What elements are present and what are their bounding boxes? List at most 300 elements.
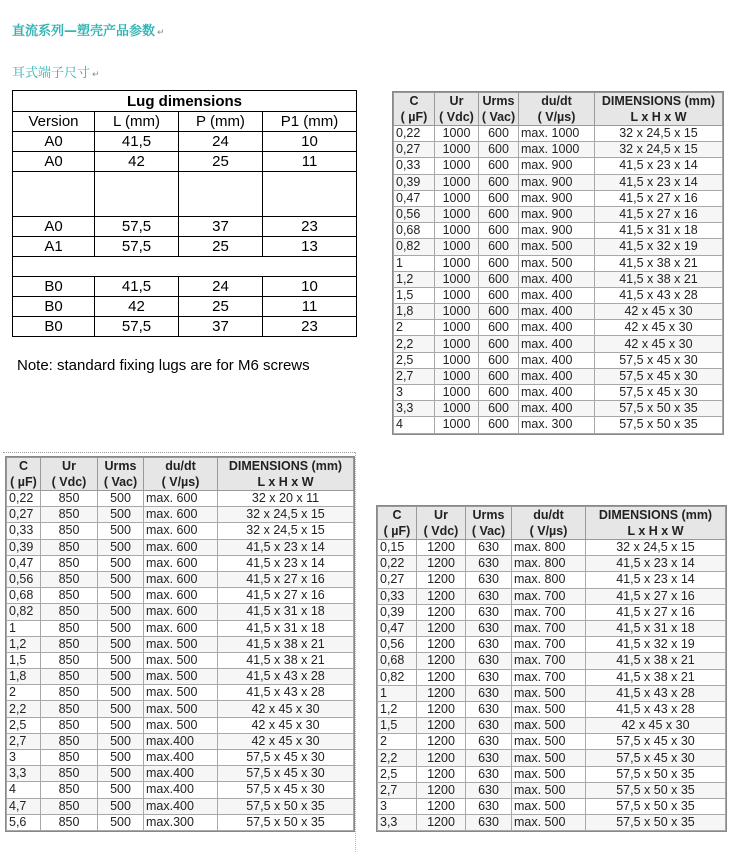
table-cell: 10 (263, 277, 357, 297)
table-cell: 3,3 (394, 401, 435, 417)
table-cell: 1200 (417, 653, 466, 669)
column-header-dudt (144, 458, 218, 491)
table-cell: 850 (41, 798, 98, 814)
table-cell: 1000 (435, 142, 479, 158)
table-cell: 1000 (435, 287, 479, 303)
table-cell: 42 x 45 x 30 (595, 320, 723, 336)
table-row (13, 277, 357, 297)
column-header-urms (98, 458, 144, 491)
table-row (378, 604, 726, 620)
table-row (378, 734, 726, 750)
table-cell: 32 x 24,5 x 15 (595, 126, 723, 142)
table-cell: max. 500 (512, 685, 586, 701)
table-row (7, 555, 354, 571)
table-cell: 42 (95, 297, 179, 317)
column-header-unit: ( Vac) (471, 524, 506, 538)
table-cell: 1000 (435, 206, 479, 222)
table-cell: max. 500 (512, 766, 586, 782)
column-header-ur (41, 458, 98, 491)
table-cell: 850 (41, 685, 98, 701)
table-cell: 630 (466, 669, 512, 685)
lug-dimensions-table (12, 90, 356, 337)
table-cell: 23 (263, 217, 357, 237)
lug-table-caption: Lug dimensions (13, 91, 357, 112)
table-cell: 57,5 (95, 237, 179, 257)
table-row (394, 142, 723, 158)
table-row-empty (13, 172, 357, 217)
table-row-empty (13, 257, 357, 277)
table-cell: max. 400 (519, 368, 595, 384)
column-header-unit: ( Vdc) (423, 524, 459, 538)
table-cell: 13 (263, 237, 357, 257)
paragraph-mark-icon: ↵ (157, 28, 165, 38)
table-cell: 42 x 45 x 30 (218, 717, 354, 733)
table-cell: 57,5 x 45 x 30 (586, 750, 726, 766)
table-cell: max. 900 (519, 206, 595, 222)
table-cell: 850 (41, 523, 98, 539)
table-cell: 57,5 x 45 x 30 (218, 782, 354, 798)
table-cell: max. 400 (519, 271, 595, 287)
table-cell: 0,47 (378, 620, 417, 636)
column-header-unit: ( V/µs) (537, 110, 576, 124)
table-row (13, 237, 357, 257)
table-cell: 4 (394, 417, 435, 433)
column-header-dudt (519, 93, 595, 126)
table-cell: 57,5 x 50 x 35 (586, 815, 726, 831)
lug-header-p1: P1 (mm) (263, 112, 357, 132)
column-header-dim (586, 507, 726, 540)
table-cell: 600 (479, 158, 519, 174)
table-cell: 32 x 20 x 11 (218, 491, 354, 507)
table-cell: max. 600 (144, 620, 218, 636)
table-cell: 600 (479, 385, 519, 401)
table-cell: 500 (98, 652, 144, 668)
table-cell: 3 (7, 750, 41, 766)
table-cell: 10 (263, 132, 357, 152)
table-row (394, 368, 723, 384)
table-cell: 41,5 x 43 x 28 (586, 701, 726, 717)
table-cell: 850 (41, 588, 98, 604)
table-cell: 41,5 x 43 x 28 (586, 685, 726, 701)
table-cell: 57,5 x 45 x 30 (595, 368, 723, 384)
table-cell: 600 (479, 320, 519, 336)
table-row (13, 132, 357, 152)
table-cell: max. 800 (512, 556, 586, 572)
table-cell: 0,27 (378, 572, 417, 588)
table-row (378, 766, 726, 782)
table-cell: max. 300 (519, 417, 595, 433)
table-cell: 850 (41, 491, 98, 507)
table-cell: 0,68 (378, 653, 417, 669)
table-cell: 11 (263, 152, 357, 172)
table-cell: 2 (378, 734, 417, 750)
column-header-line: Urms (104, 459, 137, 473)
table-row (13, 217, 357, 237)
table-row (394, 287, 723, 303)
table-cell: 1200 (417, 718, 466, 734)
table-cell: 25 (179, 297, 263, 317)
table-cell: 1200 (417, 540, 466, 556)
table-cell: max. 500 (512, 799, 586, 815)
table-cell: 600 (479, 271, 519, 287)
table-cell: max. 700 (512, 588, 586, 604)
table-cell: max. 1000 (519, 126, 595, 142)
column-header-line: du/dt (165, 459, 196, 473)
table-cell: 1000 (435, 271, 479, 287)
table-cell: 41,5 x 27 x 16 (586, 604, 726, 620)
table-cell: 600 (479, 304, 519, 320)
table-cell: 42 x 45 x 30 (595, 304, 723, 320)
table-cell: 850 (41, 669, 98, 685)
table-cell: 850 (41, 733, 98, 749)
table-cell: max. 600 (144, 539, 218, 555)
table-cell: 57,5 (95, 217, 179, 237)
column-header-unit: L x H x W (630, 110, 687, 124)
table-cell: 1000 (435, 126, 479, 142)
table-row (394, 320, 723, 336)
table-cell: max.400 (144, 782, 218, 798)
table-cell: 41,5 x 31 x 18 (218, 620, 354, 636)
table-cell: max. 600 (144, 523, 218, 539)
table-cell: 630 (466, 540, 512, 556)
table-cell: 1200 (417, 685, 466, 701)
table-cell: max. 800 (512, 572, 586, 588)
column-header-unit: ( µF) (383, 524, 411, 538)
column-header-unit: ( Vdc) (51, 475, 87, 489)
table-cell: 500 (98, 620, 144, 636)
table-cell: 41,5 x 31 x 18 (595, 223, 723, 239)
table-cell: 1200 (417, 750, 466, 766)
table-cell: 41,5 x 38 x 21 (586, 669, 726, 685)
table-cell: A1 (13, 237, 95, 257)
column-header-unit: ( Vac) (481, 110, 516, 124)
table-row (394, 417, 723, 433)
table-cell: 0,27 (394, 142, 435, 158)
table-row (394, 223, 723, 239)
table-cell: 600 (479, 401, 519, 417)
table-cell: max. 500 (519, 239, 595, 255)
table-cell: 5,6 (7, 814, 41, 830)
table-cell: 500 (98, 507, 144, 523)
table-cell: 41,5 x 38 x 21 (595, 271, 723, 287)
table-row (378, 782, 726, 798)
table-cell: max. 600 (144, 571, 218, 587)
table-cell: 0,22 (378, 556, 417, 572)
table-cell: B0 (13, 297, 95, 317)
table-row (7, 523, 354, 539)
column-header-urms (466, 507, 512, 540)
column-header-line: DIMENSIONS (mm) (601, 94, 716, 108)
table-cell: 41,5 x 43 x 28 (218, 685, 354, 701)
column-header-dim (595, 93, 723, 126)
table-cell: max. 600 (144, 555, 218, 571)
table-cell: 25 (179, 152, 263, 172)
table-cell: max. 400 (519, 304, 595, 320)
table-cell: 57,5 x 50 x 35 (586, 782, 726, 798)
table-row (394, 271, 723, 287)
table-cell: max. 700 (512, 637, 586, 653)
table-cell: 0,39 (7, 539, 41, 555)
table-cell: max. 700 (512, 653, 586, 669)
table-cell: 600 (479, 255, 519, 271)
table-cell: 500 (98, 701, 144, 717)
table-cell: 850 (41, 539, 98, 555)
table-cell: 1,8 (7, 669, 41, 685)
table-cell: 37 (179, 317, 263, 337)
table-cell: 57,5 x 50 x 35 (586, 766, 726, 782)
table-row (378, 669, 726, 685)
table-cell: max. 500 (144, 652, 218, 668)
table-cell: 32 x 24,5 x 15 (586, 540, 726, 556)
table-cell: 0,47 (7, 555, 41, 571)
table-cell: 1,2 (7, 636, 41, 652)
table-cell: 41,5 x 27 x 16 (595, 206, 723, 222)
table-cell: 850 (41, 652, 98, 668)
table-cell: 25 (179, 237, 263, 257)
table-row (7, 733, 354, 749)
table-cell: 630 (466, 766, 512, 782)
table-cell: 850 (41, 571, 98, 587)
table-cell: 57,5 x 50 x 35 (218, 814, 354, 830)
column-header-unit: L x H x W (257, 475, 314, 489)
table-row (7, 669, 354, 685)
capacitor-table-1000v (392, 91, 724, 435)
table-cell: 1200 (417, 815, 466, 831)
table-cell: 500 (98, 798, 144, 814)
table-cell: 630 (466, 701, 512, 717)
table-row (7, 588, 354, 604)
table-row (394, 174, 723, 190)
table-cell: max. 500 (512, 701, 586, 717)
table-cell: 600 (479, 206, 519, 222)
table-cell: 1 (378, 685, 417, 701)
table-cell: 41,5 x 23 x 14 (595, 158, 723, 174)
table-cell: 1000 (435, 401, 479, 417)
column-header-line: Urms (482, 94, 515, 108)
table-row (394, 190, 723, 206)
table-cell: max. 500 (512, 718, 586, 734)
table-row (7, 491, 354, 507)
table-cell: 41,5 x 38 x 21 (586, 653, 726, 669)
table-cell: A0 (13, 152, 95, 172)
table-cell: 630 (466, 620, 512, 636)
table-cell: 42 x 45 x 30 (218, 733, 354, 749)
table-cell: 500 (98, 571, 144, 587)
table-cell: 42 (95, 152, 179, 172)
table-row (378, 637, 726, 653)
column-header-line: Ur (449, 94, 464, 108)
table-row (394, 304, 723, 320)
table-cell: 57,5 x 50 x 35 (218, 798, 354, 814)
table-cell: A0 (13, 132, 95, 152)
table-row (7, 652, 354, 668)
table-cell: 3,3 (378, 815, 417, 831)
table-cell: 0,82 (378, 669, 417, 685)
table-cell: 41,5 x 23 x 14 (586, 572, 726, 588)
table-cell: 0,33 (7, 523, 41, 539)
table-cell: 630 (466, 604, 512, 620)
capacitor-table-850v (5, 456, 355, 832)
table-row (394, 239, 723, 255)
table-row (7, 750, 354, 766)
table-cell (13, 257, 357, 277)
column-header-line: C (18, 459, 29, 473)
table-cell: 24 (179, 277, 263, 297)
table-cell: 1200 (417, 782, 466, 798)
table-row (394, 336, 723, 352)
table-cell: max. 600 (144, 491, 218, 507)
table-cell: 1000 (435, 158, 479, 174)
section-subtitle (12, 62, 100, 81)
table-cell: max.400 (144, 733, 218, 749)
column-header-urms (479, 93, 519, 126)
table-row (378, 540, 726, 556)
table-cell: 1200 (417, 604, 466, 620)
table-cell: 1000 (435, 190, 479, 206)
table-cell: 600 (479, 190, 519, 206)
column-header-ur (417, 507, 466, 540)
table-cell: max. 700 (512, 620, 586, 636)
table-cell: 850 (41, 555, 98, 571)
table-cell: 850 (41, 507, 98, 523)
table-row (7, 814, 354, 830)
table-cell: 500 (98, 814, 144, 830)
table-cell: 500 (98, 588, 144, 604)
table-cell: 1000 (435, 320, 479, 336)
table-cell (179, 172, 263, 217)
table-cell: 1000 (435, 417, 479, 433)
table-row (7, 620, 354, 636)
table-cell: 0,15 (378, 540, 417, 556)
table-cell: 42 x 45 x 30 (595, 336, 723, 352)
table-cell: max. 400 (519, 385, 595, 401)
table-cell: 500 (98, 717, 144, 733)
table-cell: 500 (98, 491, 144, 507)
table-cell: 630 (466, 782, 512, 798)
table-cell: 2,5 (7, 717, 41, 733)
table-cell: 0,82 (394, 239, 435, 255)
table-row (7, 636, 354, 652)
table-cell: 2,2 (394, 336, 435, 352)
table-row (7, 782, 354, 798)
table-cell: 23 (263, 317, 357, 337)
table-cell (95, 172, 179, 217)
table-cell: max. 700 (512, 669, 586, 685)
table-cell: 500 (98, 555, 144, 571)
lug-header-p: P (mm) (179, 112, 263, 132)
table-cell: 32 x 24,5 x 15 (218, 523, 354, 539)
table-cell: 630 (466, 750, 512, 766)
table-cell: 1000 (435, 336, 479, 352)
table-cell: 0,82 (7, 604, 41, 620)
table-cell: 41,5 x 38 x 21 (218, 652, 354, 668)
table-cell: 41,5 (95, 132, 179, 152)
column-header-line: C (409, 94, 419, 108)
table-cell: 0,33 (378, 588, 417, 604)
lug-header-version: Version (13, 112, 95, 132)
table-header-row (394, 93, 723, 126)
table-cell: 41,5 x 27 x 16 (595, 190, 723, 206)
table-header-row (7, 458, 354, 491)
column-header-line: Urms (472, 508, 505, 522)
table-cell: 1000 (435, 174, 479, 190)
table-row (378, 815, 726, 831)
table-cell: 32 x 24,5 x 15 (595, 142, 723, 158)
table-row (378, 556, 726, 572)
table-row (7, 539, 354, 555)
column-header-line: DIMENSIONS (mm) (598, 508, 713, 522)
table-cell: 57,5 x 45 x 30 (595, 352, 723, 368)
table-cell: max. 500 (512, 815, 586, 831)
table-cell: 1000 (435, 385, 479, 401)
table-cell: 57,5 x 45 x 30 (218, 766, 354, 782)
selection-border-right (355, 452, 356, 852)
table-cell: max. 500 (512, 734, 586, 750)
table-cell: 4,7 (7, 798, 41, 814)
table-cell: 11 (263, 297, 357, 317)
table-cell: 2 (7, 685, 41, 701)
table-cell: 24 (179, 132, 263, 152)
table-row (378, 701, 726, 717)
table-cell: 0,33 (394, 158, 435, 174)
table-row (7, 717, 354, 733)
table-cell: 57,5 (95, 317, 179, 337)
column-header-line: Ur (434, 508, 448, 522)
column-header-line: du/dt (533, 508, 564, 522)
table-cell: 41,5 x 27 x 16 (586, 588, 726, 604)
table-row (378, 718, 726, 734)
section-subtitle-text: 耳式端子尺寸 (12, 66, 91, 81)
table-cell: A0 (13, 217, 95, 237)
table-cell: 0,56 (7, 571, 41, 587)
table-cell: 630 (466, 799, 512, 815)
table-cell: 600 (479, 223, 519, 239)
table-cell: max. 500 (144, 636, 218, 652)
table-cell: 1200 (417, 620, 466, 636)
table-cell: max. 500 (144, 685, 218, 701)
table-cell: 2,5 (394, 352, 435, 368)
table-row (378, 750, 726, 766)
table-cell: 850 (41, 750, 98, 766)
table-cell: 41,5 x 23 x 14 (218, 555, 354, 571)
table-cell: 850 (41, 604, 98, 620)
table-cell: 4 (7, 782, 41, 798)
table-cell: 3 (394, 385, 435, 401)
table-cell: max. 600 (144, 588, 218, 604)
table-cell: 1200 (417, 701, 466, 717)
table-cell: 42 x 45 x 30 (586, 718, 726, 734)
table-cell: 41,5 x 43 x 28 (218, 669, 354, 685)
table-cell: 630 (466, 685, 512, 701)
table-cell: 41,5 (95, 277, 179, 297)
table-cell: 1200 (417, 669, 466, 685)
table-cell: 500 (98, 604, 144, 620)
column-header-unit: ( µF) (10, 475, 37, 489)
table-cell: max. 400 (519, 320, 595, 336)
table-cell: 630 (466, 572, 512, 588)
table-cell: max. 500 (512, 750, 586, 766)
table-cell: 850 (41, 717, 98, 733)
table-cell: 0,56 (394, 206, 435, 222)
table-cell: 600 (479, 239, 519, 255)
table-cell: 600 (479, 174, 519, 190)
table-cell: max.400 (144, 750, 218, 766)
table-cell: 1000 (435, 304, 479, 320)
table-cell: 1,5 (378, 718, 417, 734)
column-header-dim (218, 458, 354, 491)
table-cell: 1200 (417, 799, 466, 815)
table-cell: 600 (479, 368, 519, 384)
